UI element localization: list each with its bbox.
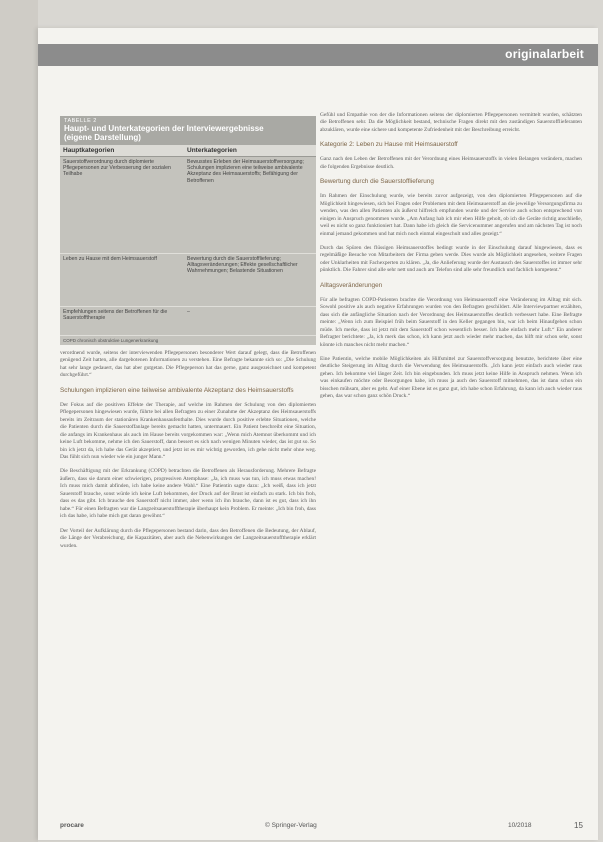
text-column-right (320, 112, 582, 812)
page-number: 15 (574, 821, 583, 830)
table-col-header-main: Hauptkategorien (63, 147, 115, 154)
table-row (60, 307, 316, 336)
paragraph: verordnend wurde, seitens der interviewenden Pflegepersonen besonderer Wert darauf gelegt, dass die Betroffenen genügend Zeit hatten, alle dargebotenen Informationen zu verstehen. Eine Befragte bekannte sich so: „Die Schulung hat sehr lange gedauert, das hat aber gutgetan. Die Pflegeperson hat das gerne, ganz ausgezeichnet und kompetent durchgeführt.“ (60, 350, 316, 379)
table-cell-sub: Bewusstes Erleben der Heimsauerstoffversorgung; Schulungen implizieren eine teilweise ambivalente Akzeptanz des Heimsauerstoffs; Befähigung der Betroffenen (187, 159, 304, 184)
table-label: TABELLE 2 (64, 118, 97, 124)
page-footer (60, 822, 582, 834)
section-title: originalarbeit (505, 47, 584, 61)
paragraph: Eine Patientin, welche mobile Möglichkeiten als Hilfsmittel zur Sauerstoffversorgung benutzte, berichtete über eine deutliche Steigerung im Alltag durch die Verwendung des Heimsauerstoffs. „Ich kann jetzt einfach auch wieder raus gehen. Ich bekomme viel länger Zeit. Ich bin eingebunden. Ich muss jetzt keine Hilfe in Anspruch nehmen. Wenn ich was einkaufen möchte oder Besorgungen habe, ich muss ja auch den Sauerstoff mitnehmen, das ist dann schon ein bisschen mühsam, aber es geht. Auf einer Ebene ist es ganz gut, ich habe schon Erfahrung, da kann ich auch wieder raus gehen, das war schon ganz schön Druck.“ (320, 355, 582, 400)
table-cell-sub: Bewertung durch die Sauerstofflieferung; Alltagsveränderungen; Effekte gesellschaftlicher Wahrnehmungen; Belastende Situationen (187, 256, 298, 275)
paragraph: Durch das Spüren des flüssigen Heimsauerstoffes bedingt wurde in der Einschulung darauf hingewiesen, dass es regelmäßige Besuche von Mitarbeitern der Firma geben werde. Dies wurde als Möglichkeit angesehen, weitere Fragen oder Unklarheiten mit Fachexperten zu klären. „Ja, die Anlieferung wurde der Austausch des Sauerstoffes ist immer sehr pünktlich. Die Fahrer sind alle sehr nett und auch am Telefon sind alle sehr freundlich und fachlich kompetent.“ (320, 244, 582, 274)
table-row (60, 157, 316, 254)
publisher: © Springer-Verlag (265, 822, 317, 829)
issue: 10/2018 (508, 822, 532, 829)
table-2 (60, 116, 316, 343)
scan-edge (0, 0, 38, 842)
table-cell-main: Leben zu Hause mit dem Heimsauerstoff (63, 256, 157, 262)
table-title-block (60, 116, 316, 145)
table-cell-main: Empfehlungen seitens der Betroffenen für die Sauerstofftherapie (63, 309, 168, 322)
table-heading-line2: (eigene Darstellung) (64, 133, 141, 142)
table-cell-main: Sauerstoffverordnung durch diplomierte Pflegepersonen zur Verbesserung der sozialen Teilhabe (63, 159, 171, 178)
paragraph: Ganz nach den Leben der Betroffenen mit der Verordnung eines Heimsauerstoffs in vielen Belangen verändern, machen die folgenden Ergebnisse deutlich. (320, 156, 582, 170)
table-col-header-sub: Unterkategorien (187, 147, 237, 154)
section-header-bar (38, 44, 598, 66)
paragraph: Der Fokus auf die positiven Effekte der Therapie, auf welche im Rahmen der Schulung von den diplomierten Pflegepersonen hingewiesen wurde, führte bei allen Befragten zu einer Zunahme der Akzeptanz des Heimsauerstoffs bereits im Zeitraum der stationären Krankenhausaufenthalte. Dies wurde durch positive erlebte Situationen, welche die Patienten durch die Sauerstoffanlage bereits gemacht hatten, untermauert. Ein Patient beschreibt eine Situation, die anfangs im Krankenhaus als auch im Hause bereits vorgekommen war: „Wenn mich Atemnot überkommt und ich keine Luft bekomme, nehme ich den Sauerstoff, dann bessert es sich nach wenigen Minuten wieder, das ist gut so. So bin ich jetzt da, ich habe das Gerät akzeptiert, und jetzt ist es mir wichtig geworden, ich gehe nicht mehr ohne weg. Das fühlt sich nun wieder wie ein junger Mann.“ (60, 401, 316, 460)
paragraph: Der Vorteil der Aufklärung durch die Pflegepersonen bestand darin, dass den Betroffenen die Bedeutung, der Ablauf, die Länge der Verabreichung, die Kapazitäten, aber auch die Nebenwirkungen der Langzeitsauerstofftherapie erklärt wurden. (60, 527, 316, 549)
paragraph: Die Beschäftigung mit der Erkrankung (COPD) betrachten die Betroffenen als Herausforderung. Mehrere Befragte äußern, dass sie darum einer schwierigen, progressiven Atemphase: „Ja, ich muss was tun, ich muss etwas machen! Ich muss mich damit abfinden, ich habe keine andere Wahl.“ Eine Patientin sagte dazu: „Ich weiß, dass ich jetzt Sauerstoff brauche, sonst würde ich keine Luft bekommen, der Druck auf der Brust ist einfach zu stark. Ich bin froh, dass es das gibt. Ich brauche den Sauerstoff nicht immer, aber wenn ich ihn brauche, dann ist es gut, dass ich ihn habe.“ Für einen Befragten war die Langzeitsauerstofftherapie überhaupt kein Problem. Er meinte: „Ich bin froh, dass ich das habe, ich habe mich gut daran gewöhnt.“ (60, 468, 316, 520)
table-cell-sub: – (187, 309, 190, 315)
document-page (38, 28, 598, 840)
text-column-left (60, 350, 316, 805)
subheading: Alltagsveränderungen (320, 281, 383, 289)
table-heading-line1: Haupt- und Unterkategorien der Interviewergebnisse (64, 124, 264, 133)
category-heading: Kategorie 2: Leben zu Hause mit Heimsauerstoff (320, 141, 458, 149)
table-row (60, 254, 316, 307)
paragraph: Im Rahmen der Einschulung wurde, wie bereits zuvor aufgezeigt, von den diplomierten Pflegepersonen auf die Möglichkeit hingewiesen, sich bei Fragen oder Problemen mit dem Heimsauerstoff an die jeweilige Versorgungsfirma zu wenden, was den allen Patienten als äußerst hilfreich empfunden wurde und der Service auch schon entsprechend von einigen in Anspruch genommen wurde. „Am Anfang hab ich mir eben Hilfe geholt, ob ich die Geräte richtig anschließe, weil es nicht so ganz funktioniert hat. Dann habe ich gleich die Servicenummer angerufen und am nächsten Tag ist noch einmal jemand gekommen und hat mich noch einmal eingeschult und alles gezeigt.“ (320, 193, 582, 237)
paragraph: Gefühl und Empathie von der die Informationen seitens der diplomierten Pflegepersonen vermittelt wurden, schätzten die Betroffenen sehr. Da die Möglichkeit bestand, technische Fragen direkt mit den zuständigen Sauerstofflieferanten abzuklären, wurde eine sichere und kompetente Zufriedenheit mit der Beschreibung erreicht. (320, 112, 582, 133)
table-header-row (60, 145, 316, 157)
table-footnote: COPD chronisch obstruktive Lungenerkrankung (60, 336, 316, 345)
paragraph: Für alle befragten COPD-Patienten brachte die Verordnung von Heimsauerstoff eine Veränderung im Alltag mit sich. Sowohl positive als auch negative Erfahrungen wurden von den Befragten geschildert. Alle Interviewpartner erzählten, dass sich die anfängliche Situation nach der Verordnung des Heimsauerstoffes deutlich verbessert habe. Eine Befragte meinte: „Wenn ich zum Beispiel früh beim Sauerstoff in den Keller gegangen bin, war ich beim Hinaufgehen schon müde. Ich merke, dass ist jetzt mit dem Sauerstoff schon wesentlich besser. Ich habe einfach mehr Luft.“ Ein anderer Befragter berichtete: „Ja, ich merk das schon, ich kann jetzt auch wieder mehr machen, das hilft mir schon sehr, sonst könnte ich manches nicht mehr machen.“ (320, 296, 582, 348)
subheading: Bewertung durch die Sauerstofflieferung (320, 178, 434, 186)
journal-name: procare (60, 822, 84, 829)
subheading: Schulungen implizieren eine teilweise ambivalente Akzeptanz des Heimsauerstoffs (60, 386, 294, 394)
